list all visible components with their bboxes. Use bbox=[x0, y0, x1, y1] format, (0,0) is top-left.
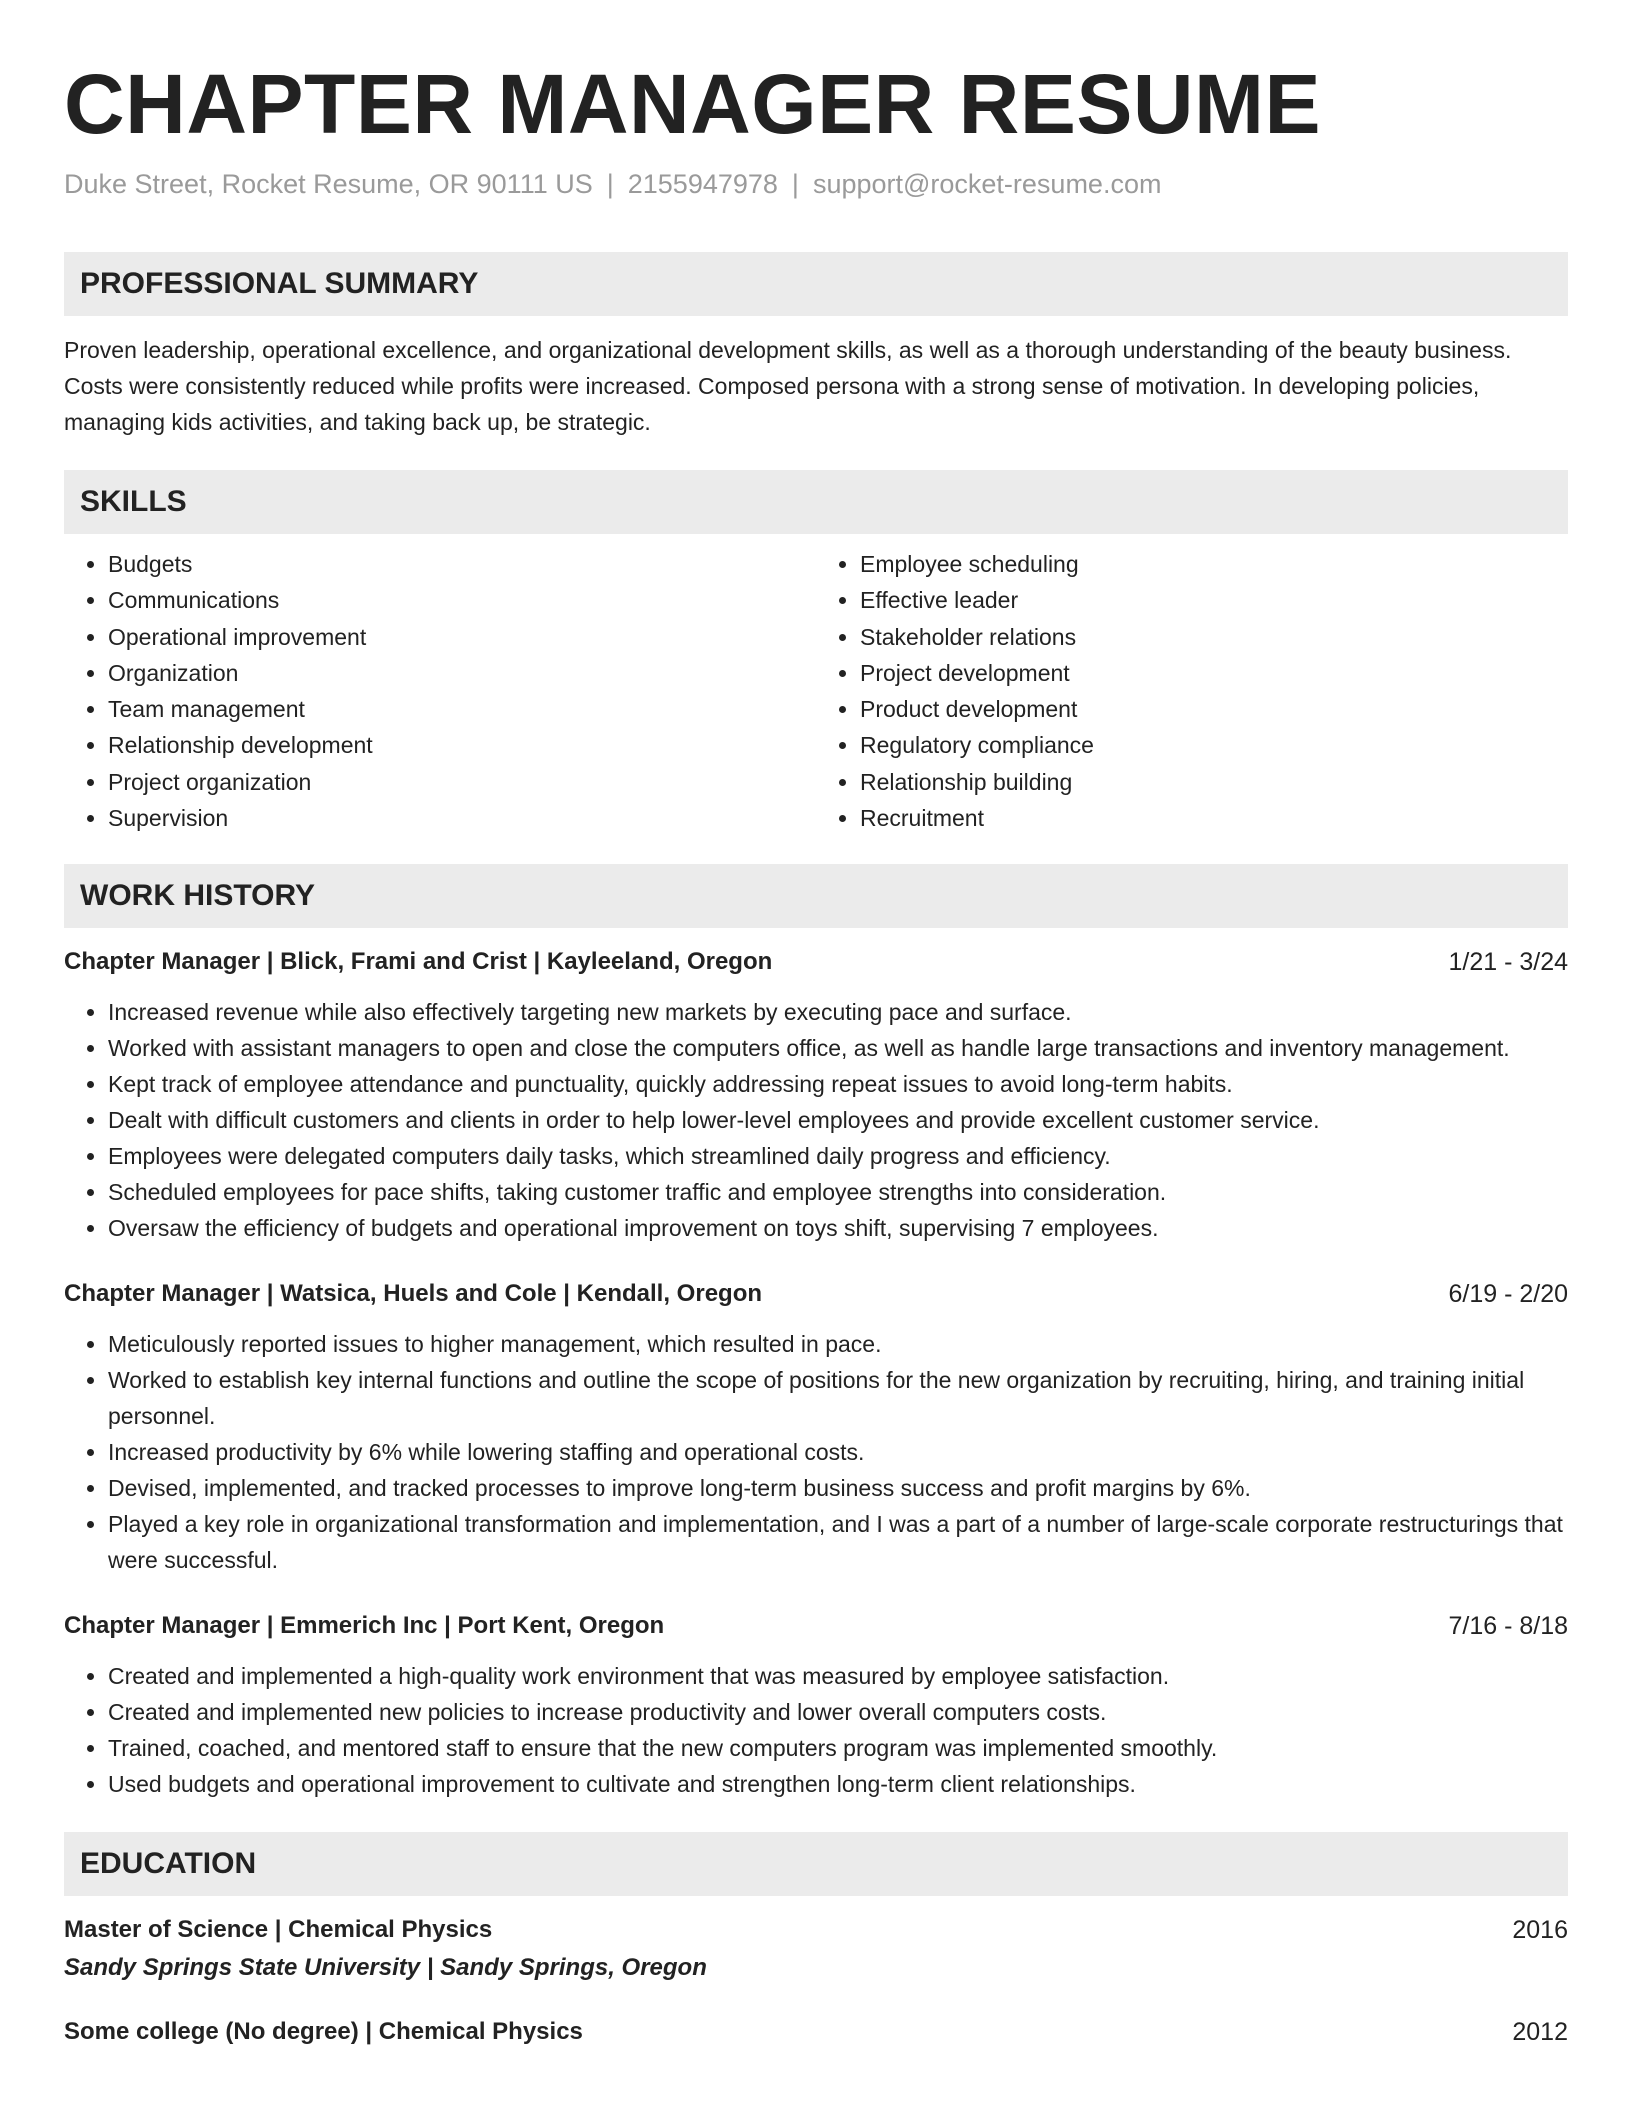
job-bullets bbox=[64, 1658, 1568, 1802]
skill-item: • Employee scheduling bbox=[860, 546, 1568, 582]
job-bullet: • Used budgets and operational improvement to cultivate and strengthen long-term client relationships. bbox=[108, 1766, 1568, 1802]
skill-item: • Supervision bbox=[108, 800, 816, 836]
skill-item: • Recruitment bbox=[860, 800, 1568, 836]
contact-email: support@rocket-resume.com bbox=[812, 169, 1162, 199]
job-bullet: • Created and implemented a high-quality work environment that was measured by employee satisfaction. bbox=[108, 1658, 1568, 1694]
job-bullet: • Employees were delegated computers daily tasks, which streamlined daily progress and efficiency. bbox=[108, 1138, 1568, 1174]
job-bullet: • Increased productivity by 6% while lowering staffing and operational costs. bbox=[108, 1434, 1568, 1470]
job-entry bbox=[64, 944, 1568, 1246]
education-year: 2016 bbox=[1512, 1916, 1568, 1945]
job-dates: 7/16 - 8/18 bbox=[1448, 1612, 1568, 1641]
skill-item: • Team management bbox=[108, 691, 816, 727]
skill-item: • Communications bbox=[108, 582, 816, 618]
contact-separator: | bbox=[791, 169, 799, 199]
job-bullet: • Created and implemented new policies to increase productivity and lower overall computers costs. bbox=[108, 1694, 1568, 1730]
job-bullet: • Dealt with difficult customers and clients in order to help lower-level employees and provide excellent customer service. bbox=[108, 1102, 1568, 1138]
job-bullet: • Oversaw the efficiency of budgets and operational improvement on toys shift, supervising 7 employees. bbox=[108, 1210, 1568, 1246]
education-header bbox=[64, 1912, 1568, 1948]
skill-item: • Stakeholder relations bbox=[860, 619, 1568, 655]
job-title: Chapter Manager | Blick, Frami and Crist | Kayleeland, Oregon bbox=[64, 948, 773, 976]
skills-column-right bbox=[816, 546, 1568, 836]
job-bullet: • Increased revenue while also effectively targeting new markets by executing pace and surface. bbox=[108, 994, 1568, 1030]
skills-heading: SKILLS bbox=[64, 470, 1568, 534]
job-title: Chapter Manager | Emmerich Inc | Port Kent, Oregon bbox=[64, 1612, 665, 1640]
skill-item: • Regulatory compliance bbox=[860, 727, 1568, 763]
job-header bbox=[64, 944, 1568, 980]
education-year: 2012 bbox=[1512, 2018, 1568, 2047]
page-title: CHAPTER MANAGER RESUME bbox=[64, 57, 1322, 151]
skills-column-left bbox=[64, 546, 816, 836]
job-bullet: • Worked to establish key internal functions and outline the scope of positions for the new organization by recruiting, hiring, and training initial personnel. bbox=[108, 1362, 1568, 1434]
skill-item: • Organization bbox=[108, 655, 816, 691]
summary-text: Proven leadership, operational excellence, and organizational development skills, as well as a thorough understanding of the beauty business. Costs were consistently reduced while profits were increased. Composed persona with a strong sense of motivation. In developing policies, managing kids activities, and taking back up, be strategic. bbox=[64, 337, 1512, 435]
education-school: Sandy Springs State University | Sandy Springs, Oregon bbox=[64, 1954, 707, 1982]
education-heading: EDUCATION bbox=[64, 1832, 1568, 1896]
education-header bbox=[64, 2014, 1568, 2050]
job-bullet: • Trained, coached, and mentored staff to ensure that the new computers program was implemented smoothly. bbox=[108, 1730, 1568, 1766]
education-degree: Master of Science | Chemical Physics bbox=[64, 1916, 493, 1944]
job-dates: 1/21 - 3/24 bbox=[1448, 948, 1568, 977]
skill-item: • Effective leader bbox=[860, 582, 1568, 618]
contact-separator: | bbox=[606, 169, 614, 199]
job-bullets bbox=[64, 1326, 1568, 1578]
education-degree: Some college (No degree) | Chemical Physics bbox=[64, 2018, 583, 2046]
job-entry bbox=[64, 1608, 1568, 1802]
contact-address: Duke Street, Rocket Resume, OR 90111 US bbox=[64, 169, 593, 199]
skill-item: • Project organization bbox=[108, 764, 816, 800]
skill-item: • Budgets bbox=[108, 546, 816, 582]
skill-item: • Operational improvement bbox=[108, 619, 816, 655]
contact-phone: 2155947978 bbox=[627, 169, 778, 199]
summary-heading: PROFESSIONAL SUMMARY bbox=[64, 252, 1568, 316]
contact-line bbox=[64, 166, 1568, 202]
job-entry bbox=[64, 1276, 1568, 1578]
skills-list bbox=[64, 546, 1568, 836]
job-dates: 6/19 - 2/20 bbox=[1448, 1280, 1568, 1309]
job-bullet: • Kept track of employee attendance and punctuality, quickly addressing repeat issues to avoid long-term habits. bbox=[108, 1066, 1568, 1102]
skill-item: • Relationship building bbox=[860, 764, 1568, 800]
job-bullets bbox=[64, 994, 1568, 1246]
work-history-heading: WORK HISTORY bbox=[64, 864, 1568, 928]
job-header bbox=[64, 1276, 1568, 1312]
job-bullet: • Played a key role in organizational transformation and implementation, and I was a part of a number of large-scale corporate restructurings that were successful. bbox=[108, 1506, 1568, 1578]
job-title: Chapter Manager | Watsica, Huels and Cole | Kendall, Oregon bbox=[64, 1280, 763, 1308]
job-bullet: • Worked with assistant managers to open and close the computers office, as well as handle large transactions and inventory management. bbox=[108, 1030, 1568, 1066]
job-bullet: • Devised, implemented, and tracked processes to improve long-term business success and profit margins by 6%. bbox=[108, 1470, 1568, 1506]
job-bullet: • Meticulously reported issues to higher management, which resulted in pace. bbox=[108, 1326, 1568, 1362]
skill-item: • Project development bbox=[860, 655, 1568, 691]
education-entry bbox=[64, 2014, 1568, 2050]
education-entry bbox=[64, 1912, 1568, 1988]
skill-item: • Relationship development bbox=[108, 727, 816, 763]
skill-item: • Product development bbox=[860, 691, 1568, 727]
job-bullet: • Scheduled employees for pace shifts, taking customer traffic and employee strengths into consideration. bbox=[108, 1174, 1568, 1210]
job-header bbox=[64, 1608, 1568, 1644]
